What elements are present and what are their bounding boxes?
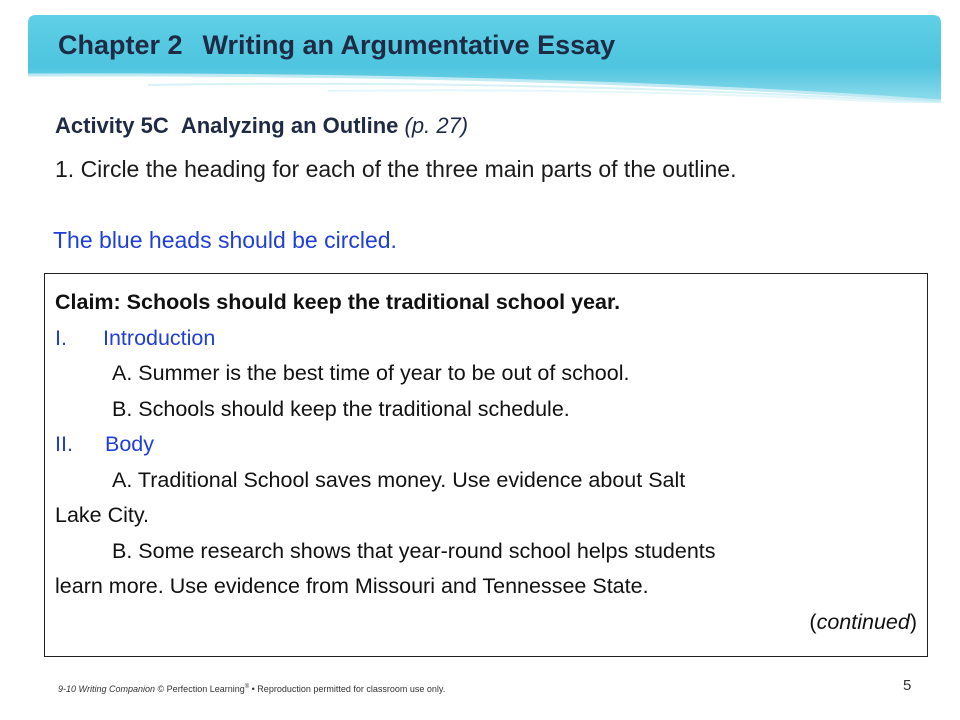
answer-text: The blue heads should be circled. bbox=[53, 227, 397, 253]
activity-label: Activity 5C bbox=[55, 113, 169, 138]
outline-item: A. Traditional School saves money. Use evidence about Salt bbox=[112, 467, 686, 492]
outline-item: A. Summer is the best time of year to be out of school. bbox=[112, 361, 630, 385]
footer-credit bbox=[58, 684, 445, 694]
outline-item: B. Schools should keep the traditional schedule. bbox=[112, 396, 570, 421]
section-numeral: II. bbox=[55, 432, 73, 456]
continued-label: continued bbox=[816, 609, 910, 634]
section-numeral: I. bbox=[55, 325, 67, 350]
footer-notice: • Reproduction permitted for classroom use only. bbox=[249, 684, 446, 694]
section-heading-label: Introduction bbox=[103, 325, 216, 350]
outline-box bbox=[44, 273, 928, 657]
activity-title: Analyzing an Outline bbox=[180, 113, 399, 138]
chapter-label: Chapter 2 bbox=[58, 30, 183, 60]
registered-mark: ® bbox=[244, 684, 250, 690]
outline-item: B. Some research shows that year-round school helps students bbox=[112, 538, 716, 563]
claim-line: Claim: Schools should keep the traditional school year. bbox=[55, 290, 621, 314]
section-heading-introduction bbox=[55, 321, 917, 357]
outline-item-continuation: learn more. Use evidence from Missouri and Tennessee State. bbox=[55, 574, 649, 598]
activity-page-ref: (p. 27) bbox=[404, 113, 469, 138]
footer-book-title: 9-10 Writing Companion bbox=[58, 684, 156, 694]
outline-item-continuation: Lake City. bbox=[55, 503, 149, 527]
footer-copyright: © Perfection Learning bbox=[155, 684, 245, 694]
continued-note: (continued) bbox=[809, 609, 917, 634]
outline-content bbox=[55, 285, 917, 640]
section-heading-label: Body bbox=[105, 432, 155, 456]
chapter-title-text: Writing an Argumentative Essay bbox=[202, 30, 616, 60]
chapter-title bbox=[58, 30, 615, 61]
page-number: 5 bbox=[903, 677, 912, 694]
section-heading-body bbox=[55, 427, 917, 463]
activity-heading bbox=[55, 113, 468, 139]
question-text: 1. Circle the heading for each of the three main parts of the outline. bbox=[55, 156, 737, 182]
